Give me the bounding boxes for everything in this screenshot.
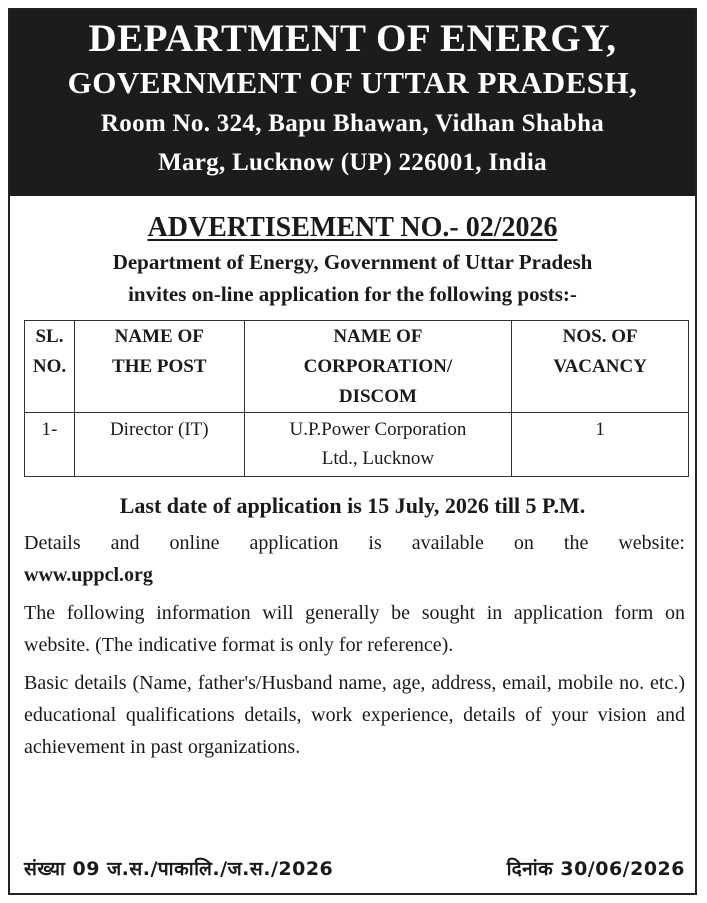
posts-table xyxy=(24,320,689,477)
basic-details-paragraph: Basic details (Name, father's/Husband name, age, address, email, mobile no. etc.) educational qualifications details, work experience, details of your vision and achievement in past organizations. xyxy=(24,672,685,758)
last-date-notice: Last date of application is 15 July, 2026 till 5 P.M. xyxy=(119,493,586,518)
header-sl-no: SL. NO. xyxy=(25,321,75,413)
cell-vacancy: 1 xyxy=(512,413,689,477)
advertisement-page xyxy=(8,8,697,895)
website-link[interactable]: www.uppcl.org xyxy=(24,564,153,586)
intro-line1: Department of Energy, Government of Uttar Pradesh xyxy=(112,250,593,274)
header-banner xyxy=(10,10,695,196)
header-corporation: NAME OF CORPORATION/ DISCOM xyxy=(244,321,512,413)
header-vacancy: NOS. OF VACANCY xyxy=(512,321,689,413)
header-post-name: NAME OF THE POST xyxy=(74,321,244,413)
details-text: Details and online application is available on the website: xyxy=(24,532,685,554)
header-title: DEPARTMENT OF ENERGY, xyxy=(88,17,617,60)
footer-reference-number: संख्या 09 ज.स./पाकालि./ज.स./2026 xyxy=(24,858,334,880)
advertisement-title: ADVERTISEMENT NO.- 02/2026 xyxy=(147,212,558,243)
table-row xyxy=(25,413,689,477)
header-subtitle: GOVERNMENT OF UTTAR PRADESH, xyxy=(67,65,638,100)
header-address-line1: Room No. 324, Bapu Bhawan, Vidhan Shabha xyxy=(100,110,605,137)
cell-sl: 1- xyxy=(25,413,75,477)
cell-post: Director (IT) xyxy=(74,413,244,477)
intro-line2: invites on-line application for the following posts:- xyxy=(128,282,577,306)
footer xyxy=(24,855,685,881)
info-paragraph: The following information will generally be sought in application form on website. (The indicative format is only for reference). xyxy=(24,602,685,656)
table-header-row xyxy=(25,321,689,413)
cell-corporation: U.P.Power Corporation Ltd., Lucknow xyxy=(244,413,512,477)
header-address-line2: Marg, Lucknow (UP) 226001, India xyxy=(158,149,547,176)
footer-date: दिनांक 30/06/2026 xyxy=(506,858,685,880)
